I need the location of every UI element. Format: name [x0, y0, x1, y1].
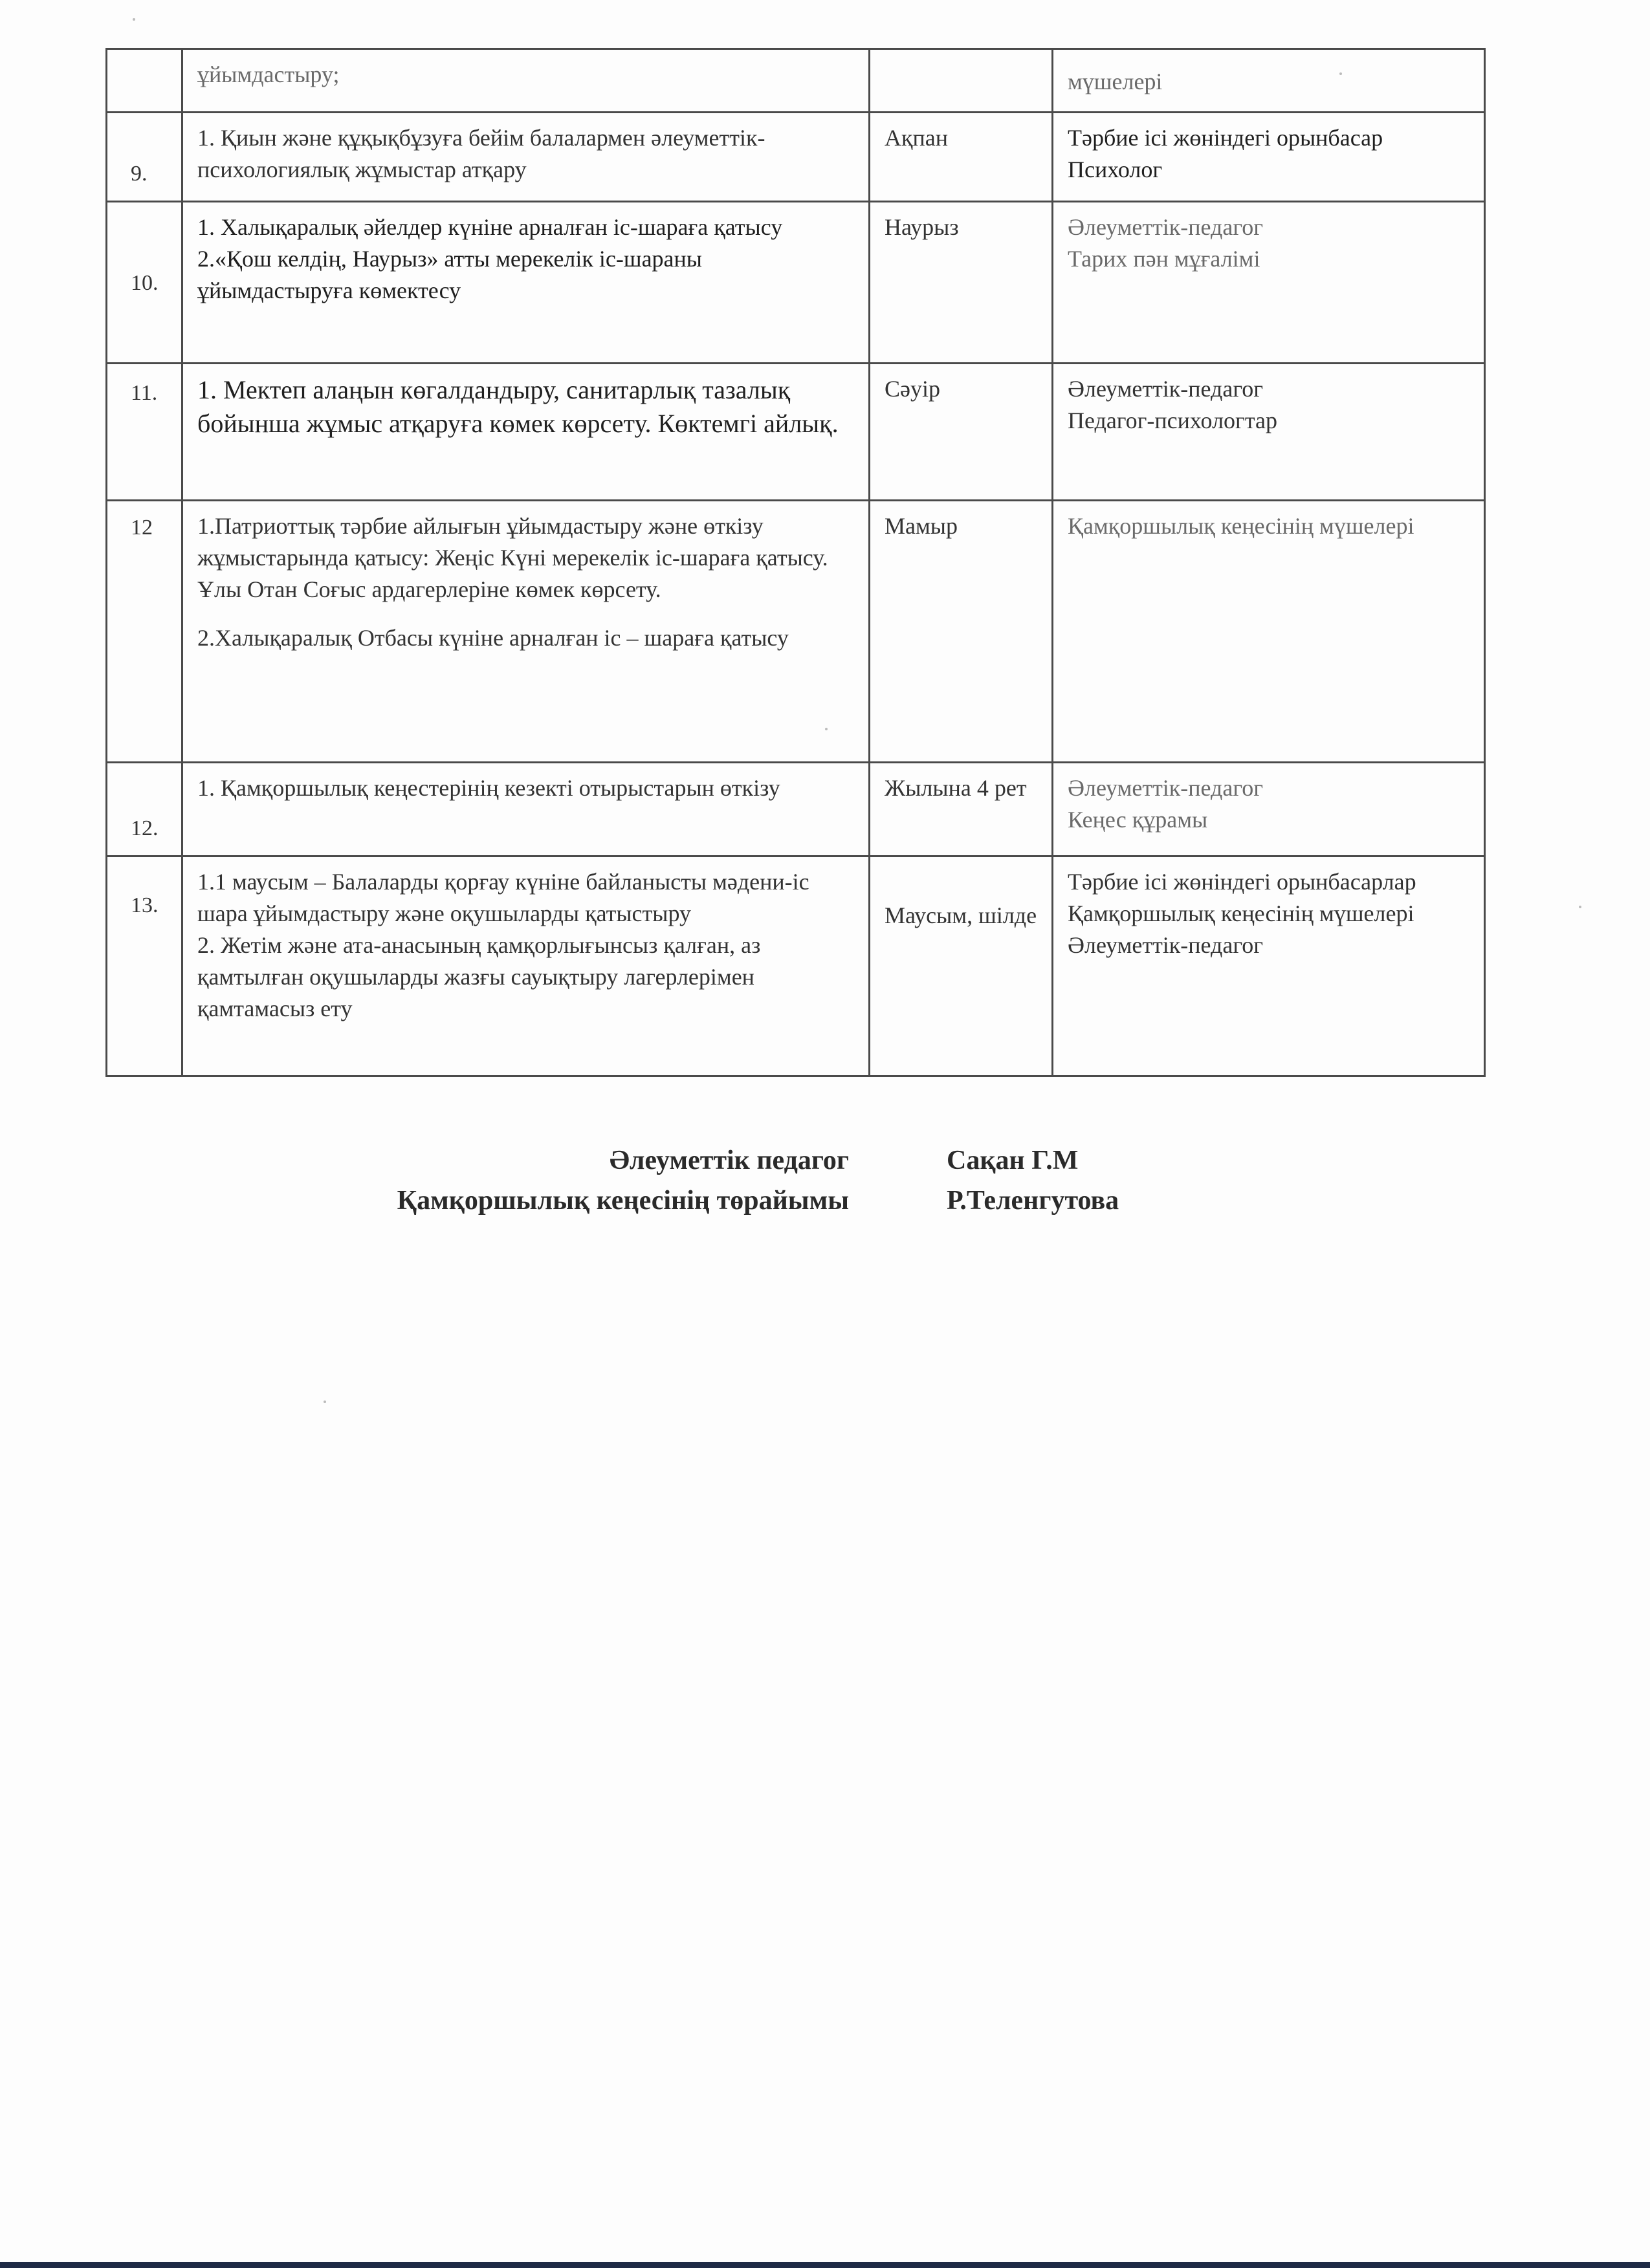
responsible-line: мүшелері: [1068, 69, 1163, 95]
responsible-line: Әлеуметтік-педагог: [1068, 775, 1263, 801]
row-responsible: [1053, 113, 1485, 202]
row-responsible: [1053, 763, 1485, 856]
content-line: 1.Патриоттық тәрбие айлығын ұйымдастыру және өткізу жұмыстарында қатысу: Жеңіс Күні мерекелік іс-шараға қатысу. Ұлы Отан Соғыс ардагерлеріне көмек көрсету.: [197, 513, 828, 602]
responsible-line: Педагог-психологтар: [1068, 407, 1277, 433]
signature-role: Әлеуметтік педагог: [609, 1146, 849, 1175]
row-responsible: [1053, 49, 1485, 113]
signature-row: [0, 1145, 1650, 1185]
row-content: [182, 364, 870, 501]
content-line: 1. Мектеп алаңын көгалдандыру, санитарлық тазалық бойынша жұмыс атқаруға көмек көрсету. Көктемгі айлық.: [197, 375, 839, 438]
content-line: 2.Халықаралық Отбасы күніне арналған іс – шараға қатысу: [197, 624, 789, 651]
row-date: Жылына 4 рет: [870, 763, 1053, 856]
content-line: 1. Қиын және құқықбұзуға бейім балалармен әлеуметтік-психологиялық жұмыстар атқару: [197, 125, 765, 182]
responsible-line: Кеңес құрамы: [1068, 806, 1208, 833]
scan-speck: [825, 728, 828, 730]
row-content: [182, 113, 870, 202]
table-row: [107, 113, 1485, 202]
responsible-line: Тәрбие ісі жөніндегі орынбасар: [1068, 125, 1383, 151]
table-row: [107, 501, 1485, 763]
scan-speck: [324, 1401, 326, 1403]
content-line: 1. Қамқоршылық кеңестерінің кезекті отырыстарын өткізу: [197, 775, 780, 801]
row-content: [182, 501, 870, 763]
row-date: Ақпан: [870, 113, 1053, 202]
table-row: [107, 49, 1485, 113]
responsible-line: Әлеуметтік-педагог: [1068, 214, 1263, 240]
content-line: ұйымдастыру;: [197, 61, 340, 87]
signature-name: Сақан Г.М: [947, 1146, 1079, 1175]
content-line: 2.«Қош келдің, Наурыз» атты мерекелік іс-шараны ұйымдастыруға көмектесу: [197, 245, 702, 303]
scan-bottom-edge: [0, 2262, 1650, 2268]
row-number: 11.: [107, 364, 182, 501]
responsible-line: Қамқоршылық кеңесінің мүшелері: [1068, 900, 1414, 926]
activity-plan-table: [105, 48, 1486, 1077]
scan-speck: [1339, 72, 1342, 75]
row-number: 10.: [107, 202, 182, 364]
row-date: Сәуір: [870, 364, 1053, 501]
content-line: 1. Халықаралық әйелдер күніне арналған іс-шараға қатысу: [197, 214, 783, 240]
table-row: [107, 202, 1485, 364]
responsible-line: Психолог: [1068, 156, 1163, 182]
row-number: [107, 49, 182, 113]
table-row: [107, 856, 1485, 1076]
row-date: [870, 49, 1053, 113]
responsible-line: Қамқоршылық кеңесінің мүшелері: [1068, 513, 1414, 539]
responsible-line: Тәрбие ісі жөніндегі орынбасарлар: [1068, 869, 1416, 895]
scan-speck: [1579, 906, 1581, 908]
row-number: 12: [107, 501, 182, 763]
signature-name: Р.Теленгутова: [947, 1186, 1119, 1216]
row-date: Мамыр: [870, 501, 1053, 763]
row-responsible: [1053, 364, 1485, 501]
row-date: Маусым, шілде: [870, 856, 1053, 1076]
row-content: [182, 763, 870, 856]
row-content: [182, 856, 870, 1076]
row-responsible: [1053, 501, 1485, 763]
content-spacer: [197, 605, 857, 622]
responsible-line: Тарих пән мұғалімі: [1068, 245, 1260, 272]
row-responsible: [1053, 202, 1485, 364]
row-content: [182, 202, 870, 364]
row-responsible: [1053, 856, 1485, 1076]
table-row: [107, 364, 1485, 501]
row-content: [182, 49, 870, 113]
row-number: 9.: [107, 113, 182, 202]
table-row: [107, 763, 1485, 856]
row-date: Наурыз: [870, 202, 1053, 364]
signature-block: [0, 1145, 1650, 1225]
row-number: 13.: [107, 856, 182, 1076]
content-line: 1.1 маусым – Балаларды қорғау күніне байланысты мәдени-іс шара ұйымдастыру және оқушыларды қатыстыру: [197, 869, 809, 926]
scan-speck: [133, 18, 135, 21]
signature-role: Қамқоршылық кеңесінің төрайымы: [397, 1186, 849, 1216]
responsible-line: Әлеуметтік-педагог: [1068, 376, 1263, 402]
signature-row: [0, 1185, 1650, 1225]
responsible-line: Әлеуметтік-педагог: [1068, 932, 1263, 958]
content-line: 2. Жетім және ата-анасының қамқорлығынсыз қалған, аз қамтылған оқушыларды жазғы сауықтыру лагерлерімен қамтамасыз ету: [197, 932, 761, 1021]
row-number: 12.: [107, 763, 182, 856]
